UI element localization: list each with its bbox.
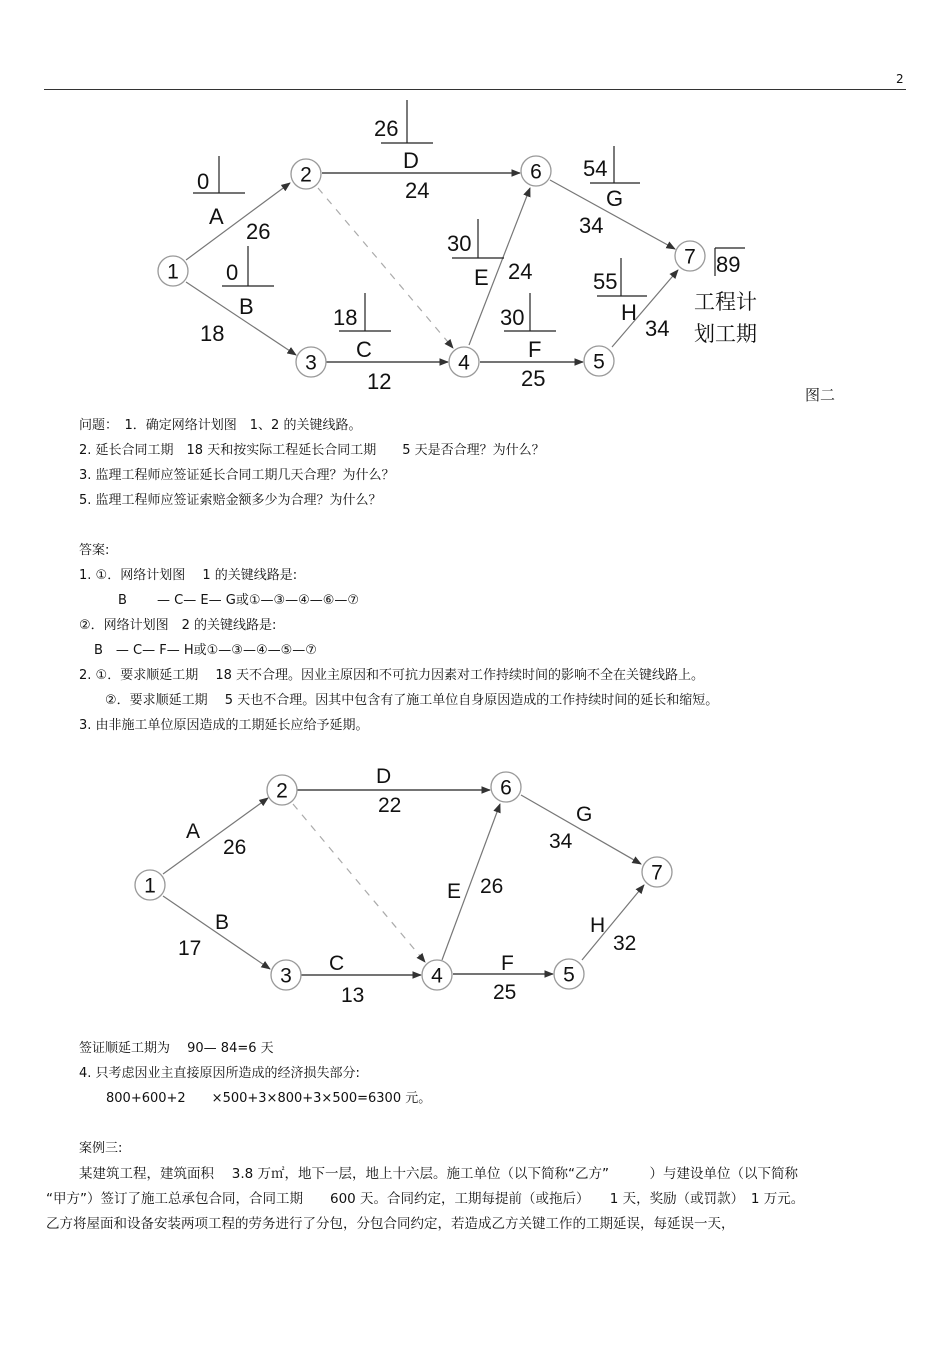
start-B: 0 xyxy=(226,260,239,285)
start-box-H xyxy=(593,258,647,296)
arrow2-A xyxy=(163,798,268,874)
question-3: 3. 监理工程师应签证延长合同工期几天合理？为什么？ xyxy=(79,468,395,483)
activity-B-label: B xyxy=(239,294,254,319)
svg-text:2: 2 xyxy=(300,163,312,187)
figure-caption: 图二 xyxy=(805,387,836,404)
case3-heading: 案例三: xyxy=(79,1141,123,1156)
activity2-H-label: H xyxy=(590,914,606,937)
activity2-C-duration: 13 xyxy=(341,984,365,1007)
start-A: 0 xyxy=(197,169,210,194)
network-diagram-1 xyxy=(0,0,950,410)
answers-heading: 答案: xyxy=(79,543,110,558)
arrow-A xyxy=(186,183,290,260)
answer-line-7: 3. 由非施工单位原因造成的工期延长应给予延期。 xyxy=(79,718,369,733)
svg-text:6: 6 xyxy=(500,776,512,800)
activity-H-duration: 34 xyxy=(645,316,670,341)
activity-F-duration: 25 xyxy=(521,366,546,391)
arrow2-dummy xyxy=(293,804,425,962)
node2-1 xyxy=(135,870,165,900)
start-C: 18 xyxy=(333,305,358,330)
start-box-C xyxy=(333,293,391,331)
node2-5 xyxy=(554,959,584,989)
activity-H-label: H xyxy=(621,300,637,325)
activity-E-duration: 24 xyxy=(508,259,533,284)
svg-text:3: 3 xyxy=(305,351,317,375)
item-4: 4. 只考虑因业主直接原因所造成的经济损失部分: xyxy=(79,1066,360,1081)
question-5: 5. 监理工程师应签证索赔金额多少为合理？为什么？ xyxy=(79,493,382,508)
answer-line-5: 2. ①．要求顺延工期 18 天不合理。因业主原因和不可抗力因素对工作持续时间的影响不全在关键线路上。 xyxy=(79,668,704,683)
start-H: 55 xyxy=(593,269,618,294)
answer-line-6: ②．要求顺延工期 5 天也不合理。因其中包含有了施工单位自身原因造成的工作持续时间的延长和缩短。 xyxy=(105,693,719,708)
svg-text:3: 3 xyxy=(280,964,292,988)
activity-C-duration: 12 xyxy=(367,369,392,394)
question-2: 2. 延长合同工期 18 天和按实际工程延长合同工期 5 天是否合理？为什么？ xyxy=(79,443,545,458)
activity2-E-duration: 26 xyxy=(480,875,504,898)
node-3 xyxy=(296,347,326,377)
svg-text:7: 7 xyxy=(651,861,663,885)
question-1: 问题： 1．确定网络计划图 1、2 的关键线路。 xyxy=(79,418,362,433)
answer-line-1: 1. ①．网络计划图 1 的关键线路是: xyxy=(79,568,298,583)
answer-line-3: ②．网络计划图 2 的关键线路是: xyxy=(79,618,277,633)
case3-line-1: 某建筑工程，建筑面积 3.8 万㎡，地下一层，地上十六层。施工单位（以下简称“乙方” ）与建设单位（以下简称 xyxy=(79,1166,799,1182)
activity2-D-label: D xyxy=(376,765,392,788)
svg-text:5: 5 xyxy=(563,963,575,987)
node2-6 xyxy=(491,772,521,802)
activity2-F-label: F xyxy=(501,952,514,975)
activity-B-duration: 18 xyxy=(200,321,225,346)
extension-approval: 签证顺延工期为 90— 84=6 天 xyxy=(79,1041,274,1056)
answer-line-2: B — C— E— G或①—③—④—⑥—⑦ xyxy=(118,593,360,608)
activity2-G-duration: 34 xyxy=(549,830,573,853)
start-E: 30 xyxy=(447,231,472,256)
svg-text:2: 2 xyxy=(276,779,288,803)
activity2-C-label: C xyxy=(329,952,345,975)
activity2-E-label: E xyxy=(447,880,462,903)
node2-4 xyxy=(422,960,452,990)
svg-text:7: 7 xyxy=(684,245,696,269)
activity-D-label: D xyxy=(403,148,419,173)
svg-text:1: 1 xyxy=(144,874,156,898)
activity-F-label: F xyxy=(528,337,542,362)
node2-3 xyxy=(271,960,301,990)
start-box-G xyxy=(583,146,640,183)
node-2 xyxy=(291,159,321,189)
node2-7 xyxy=(642,857,672,887)
activity-D-duration: 24 xyxy=(405,178,430,203)
activity2-A-duration: 26 xyxy=(223,836,247,859)
svg-text:4: 4 xyxy=(431,964,443,988)
network-diagram-2 xyxy=(0,750,950,1030)
svg-text:1: 1 xyxy=(167,260,179,284)
activity2-D-duration: 22 xyxy=(378,794,402,817)
node-7 xyxy=(675,241,705,271)
svg-text:5: 5 xyxy=(593,350,605,374)
start-D: 26 xyxy=(374,116,399,141)
planned-period-label-2: 划工期 xyxy=(694,323,757,346)
planned-period-value: 89 xyxy=(716,252,741,277)
start-box-E xyxy=(447,219,504,258)
planned-period-label-1: 工程计 xyxy=(694,291,757,314)
start-box-B xyxy=(222,246,274,286)
activity-A-duration: 26 xyxy=(246,219,271,244)
activity2-B-duration: 17 xyxy=(178,937,202,960)
svg-text:6: 6 xyxy=(530,160,542,184)
activity-G-duration: 34 xyxy=(579,213,604,238)
activity-G-label: G xyxy=(606,186,624,211)
activity-C-label: C xyxy=(356,337,372,362)
activity2-G-label: G xyxy=(576,803,593,826)
activity2-A-label: A xyxy=(186,820,201,843)
start-G: 54 xyxy=(583,156,608,181)
svg-text:4: 4 xyxy=(458,351,470,375)
start-box-F xyxy=(500,293,556,331)
node-5 xyxy=(584,346,614,376)
start-box-A xyxy=(193,156,245,194)
start-F: 30 xyxy=(500,305,525,330)
activity2-F-duration: 25 xyxy=(493,981,517,1004)
start-box-D xyxy=(374,100,433,143)
node-1 xyxy=(158,256,188,286)
node-6 xyxy=(521,156,551,186)
page-number: 2 xyxy=(896,72,904,86)
node-4 xyxy=(449,347,479,377)
case3-line-3: 乙方将屋面和设备安装两项工程的劳务进行了分包，分包合同约定，若造成乙方关键工作的工期延误，每延误一天， xyxy=(46,1216,735,1232)
node2-2 xyxy=(267,775,297,805)
answer-line-4: B — C— F— H或①—③—④—⑤—⑦ xyxy=(94,643,317,658)
activity2-B-label: B xyxy=(215,911,230,934)
activity2-H-duration: 32 xyxy=(613,932,637,955)
case3-line-2: “甲方”）签订了施工总承包合同，合同工期 600 天。合同约定，工期每提前（或拖后） 1 天，奖励（或罚款） 1 万元。 xyxy=(46,1191,805,1207)
loss-calculation: 800+600+2 ×500+3×800+3×500=6300 元。 xyxy=(106,1091,432,1106)
activity-A-label: A xyxy=(209,204,224,229)
activity-E-label: E xyxy=(474,265,489,290)
planned-period-box xyxy=(715,248,745,277)
